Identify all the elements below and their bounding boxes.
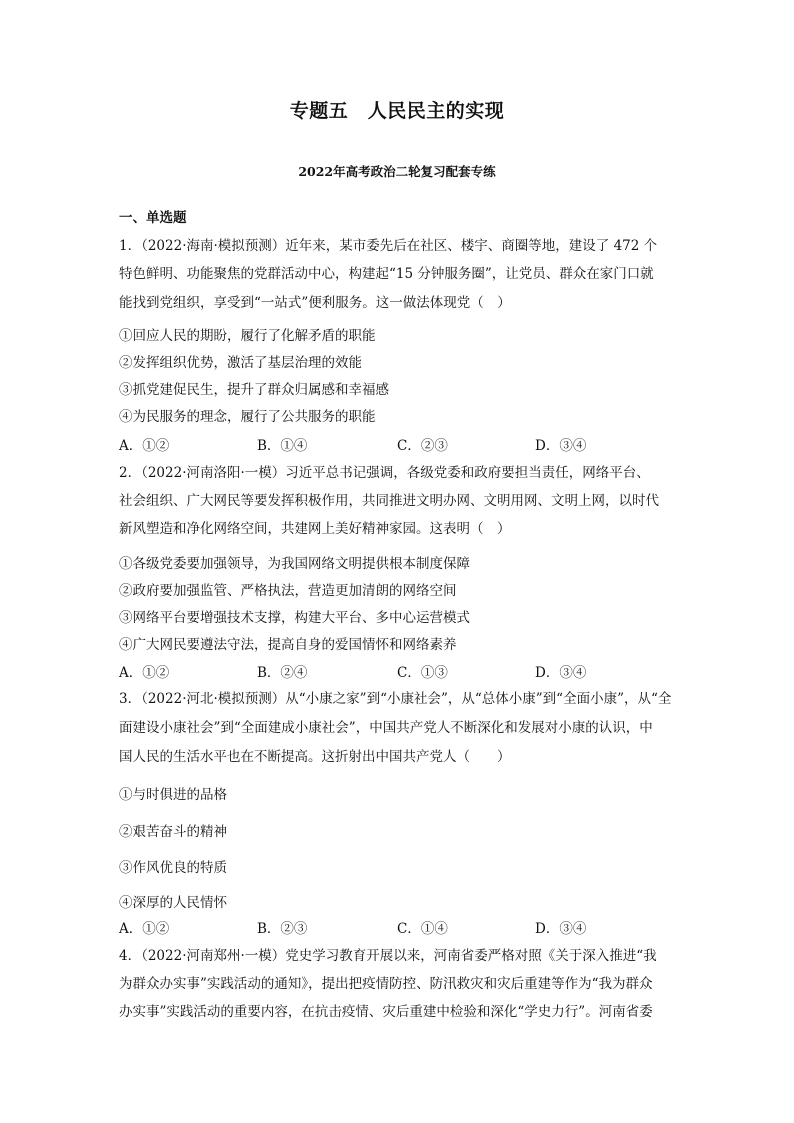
choice-b[interactable]: B．②④ [257, 665, 308, 681]
question-1-line-1: 1．（2022·海南·模拟预测）近年来，某市委先后在社区、楼宇、商圈等地，建设了 472 个 [119, 238, 658, 254]
question-1-statement-1: ①回应人民的期盼，履行了化解矛盾的职能 [119, 328, 376, 344]
question-1-line-3: 能找到党组织，享受到“一站式”便利服务。这一做法体现党（ ） [119, 295, 511, 311]
question-1-statement-4: ④为民服务的理念，履行了公共服务的职能 [119, 409, 376, 425]
question-3-statement-3: ③作风优良的特质 [119, 860, 227, 876]
question-1-line-2: 特色鲜明、功能聚焦的党群活动中心，构建起“15 分钟服务圈”，让党员、群众在家门口就 [119, 266, 654, 282]
question-3-statement-1: ①与时俱进的品格 [119, 787, 227, 803]
choice-d[interactable]: D．③④ [535, 665, 587, 681]
choice-a[interactable]: A．①② [119, 665, 170, 681]
question-1-choices [119, 434, 679, 452]
question-3-choices [119, 917, 679, 935]
question-1-statement-3: ③抓党建促民生，提升了群众归属感和幸福感 [119, 382, 389, 398]
page-title: 专题五 人民民主的实现 [289, 100, 505, 122]
section-heading: 一、单选题 [119, 210, 187, 226]
question-3-line-2: 面建设小康社会”到“全面建成小康社会”，中国共产党人不断深化和发展对小康的认识，中 [119, 720, 653, 736]
question-2-line-2: 社会组织、广大网民等要发挥积极作用，共同推进文明办网、文明用网、文明上网，以时代 [119, 493, 659, 509]
choice-a[interactable]: A．①② [119, 438, 170, 454]
question-3-statement-4: ④深厚的人民情怀 [119, 895, 227, 911]
question-3-statement-2: ②艰苦奋斗的精神 [119, 824, 227, 840]
question-1-statement-2: ②发挥组织优势，激活了基层治理的效能 [119, 355, 362, 371]
choice-a[interactable]: A．①② [119, 921, 170, 937]
choice-d[interactable]: D．③④ [535, 438, 587, 454]
choice-c[interactable]: C．①③ [397, 665, 448, 681]
question-2-statement-4: ④广大网民要遵法守法，提高自身的爱国情怀和网络素养 [119, 637, 457, 653]
choice-d[interactable]: D．③④ [535, 921, 587, 937]
question-3-line-1: 3．（2022·河北·模拟预测）从“小康之家”到“小康社会”，从“总体小康”到“全面小康”，从“全 [119, 691, 672, 707]
choice-c[interactable]: C．①④ [397, 921, 448, 937]
choice-b[interactable]: B．①④ [257, 438, 308, 454]
question-3-line-3: 国人民的生活水平也在不断提高。这折射出中国共产党人（ ） [119, 749, 511, 765]
choice-b[interactable]: B．②③ [257, 921, 308, 937]
question-4-line-3: 办实事”实践活动的重要内容，在抗击疫情、灾后重建中检验和深化“学史力行”。河南省委 [119, 1004, 653, 1020]
question-4-line-2: 为群众办实事”实践活动的通知》，提出把疫情防控、防汛救灾和灾后重建等作为“我为群众 [119, 976, 653, 992]
question-2-statement-1: ①各级党委要加强领导，为我国网络文明提供根本制度保障 [119, 556, 470, 572]
question-2-line-1: 2．（2022·河南洛阳·一模）习近平总书记强调，各级党委和政府要担当责任，网络平台、 [119, 465, 650, 481]
question-4-line-1: 4．（2022·河南郑州·一模）党史学习教育开展以来，河南省委严格对照《关于深入推进“我 [119, 948, 657, 964]
question-2-choices [119, 661, 679, 679]
page-subtitle: 2022年高考政治二轮复习配套专练 [298, 164, 496, 179]
choice-c[interactable]: C．②③ [397, 438, 448, 454]
question-2-line-3: 新风塑造和净化网络空间，共建网上美好精神家园。这表明（ ） [119, 521, 511, 537]
question-2-statement-2: ②政府要加强监管、严格执法，营造更加清朗的网络空间 [119, 583, 457, 599]
question-2-statement-3: ③网络平台要增强技术支撑，构建大平台、多中心运营模式 [119, 610, 470, 626]
